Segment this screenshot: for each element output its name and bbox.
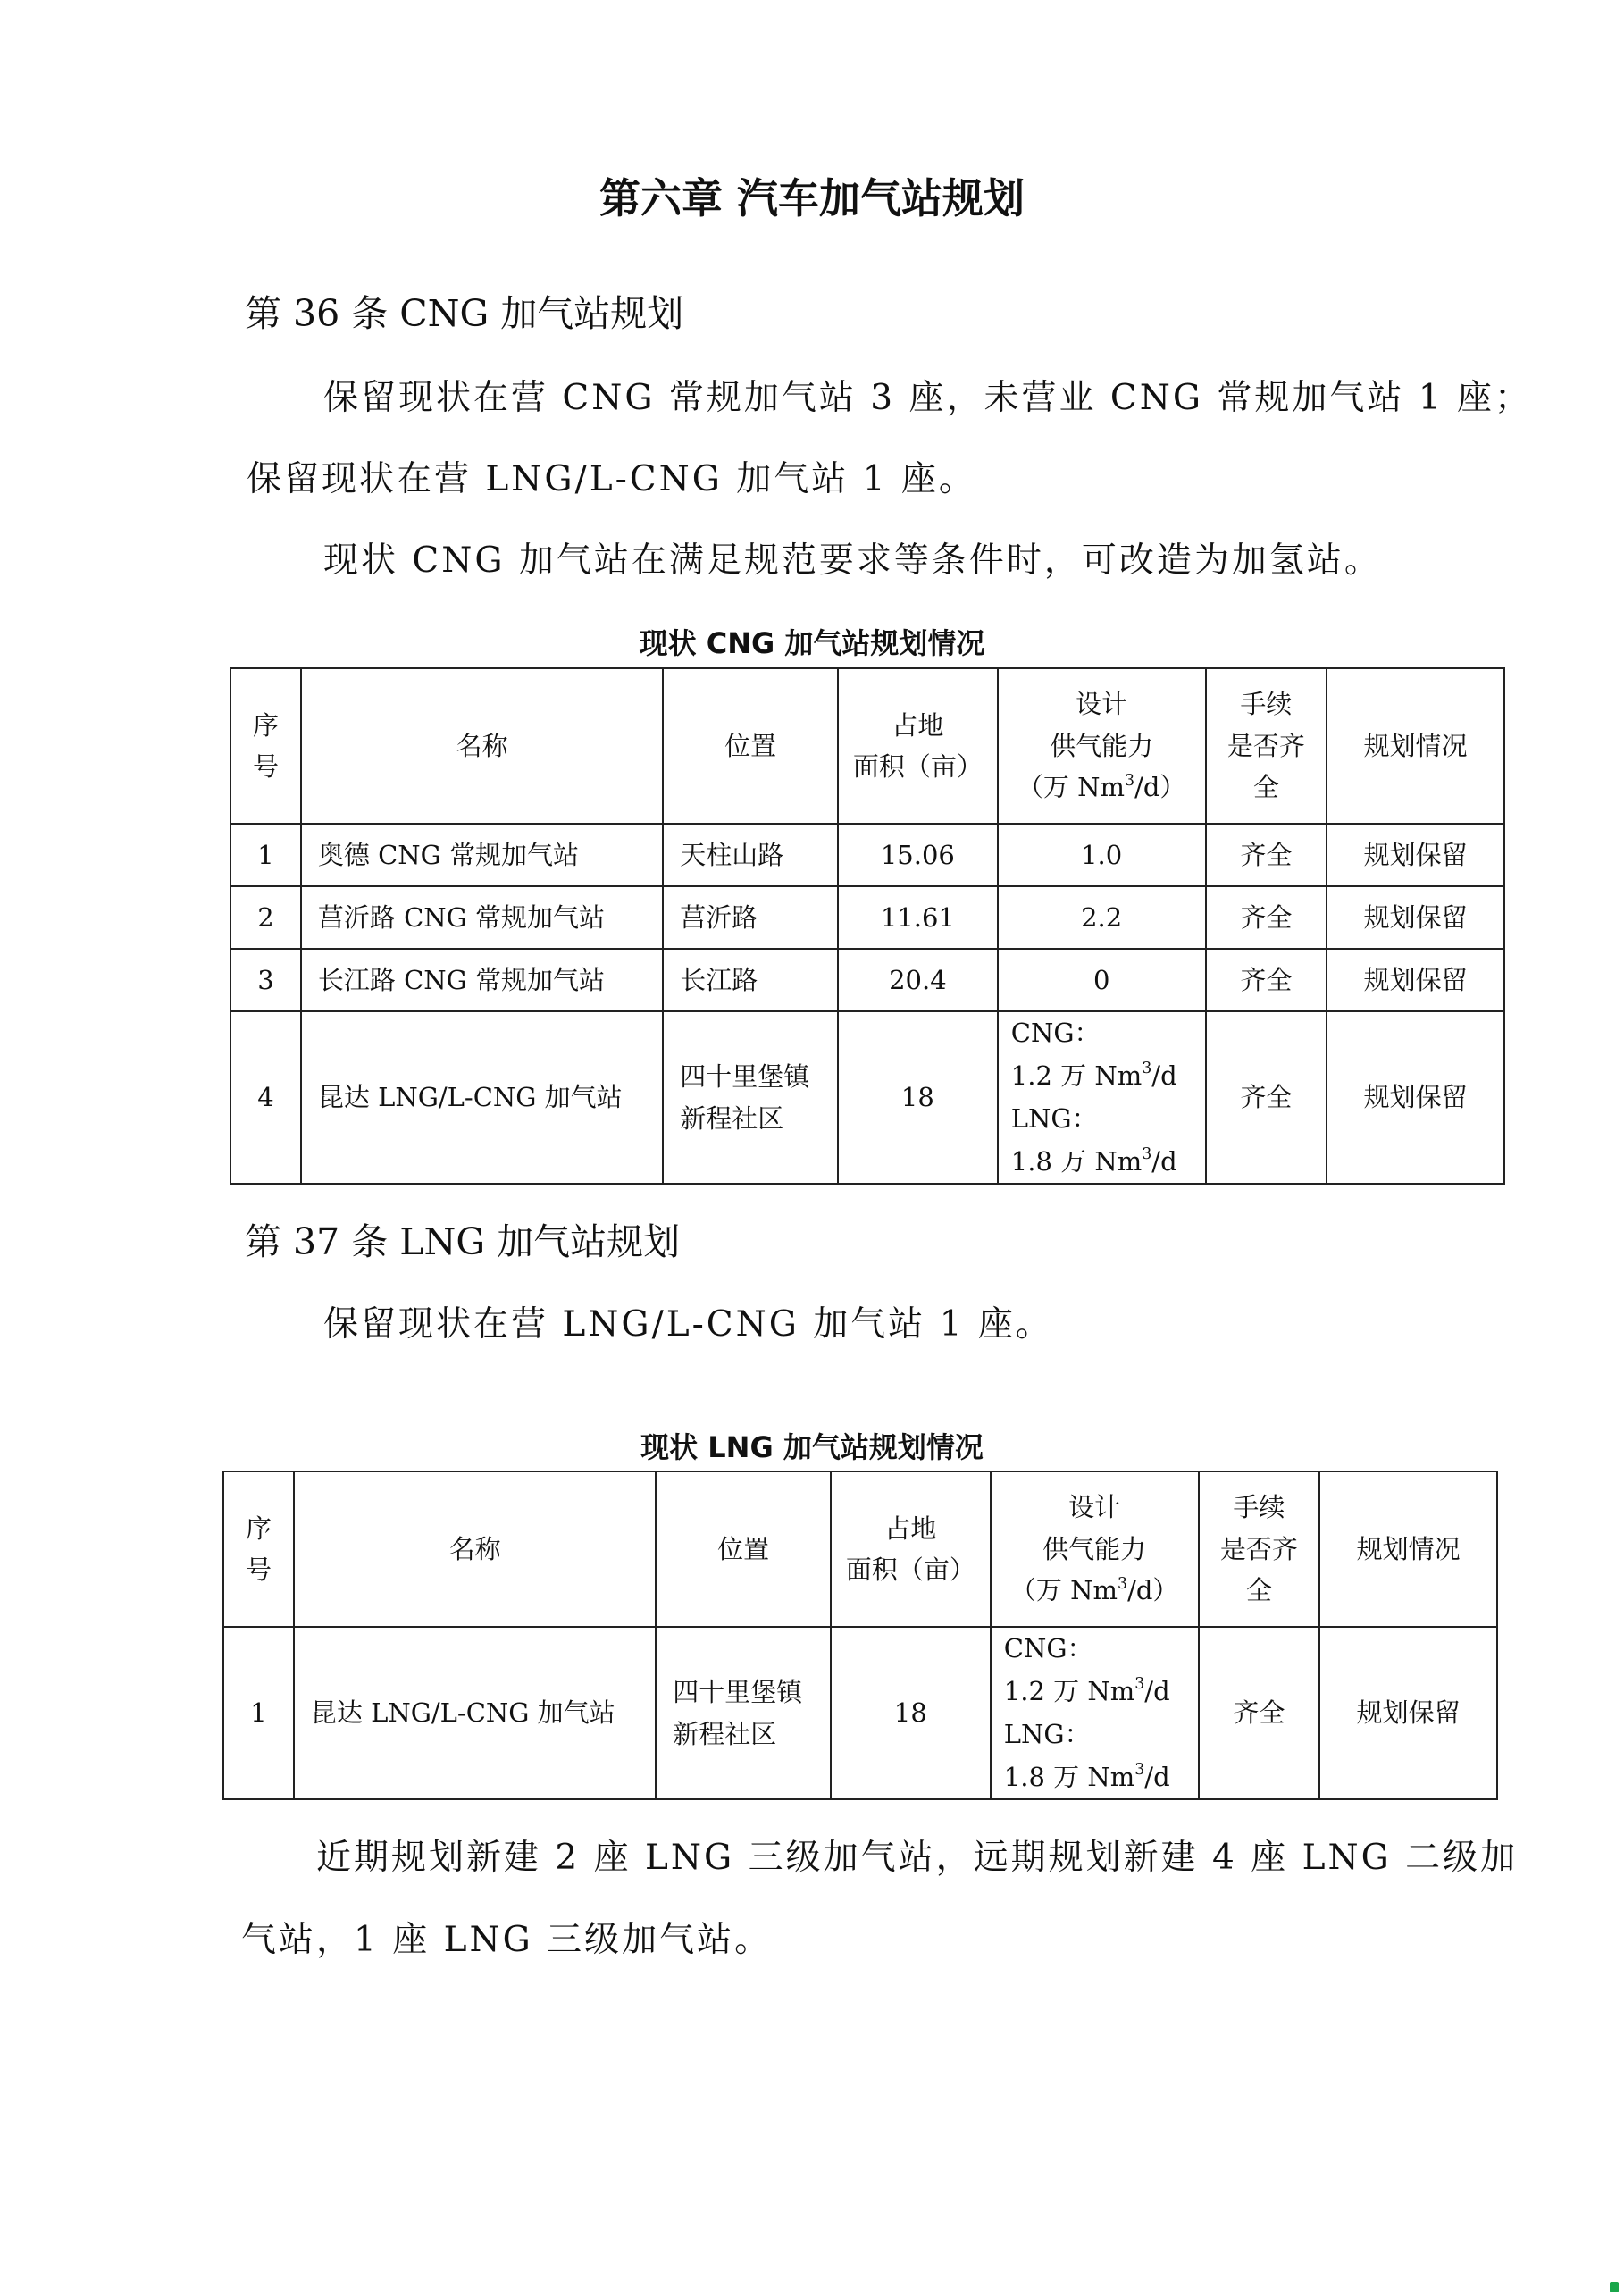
cell-procedure: 齐全: [1199, 1627, 1320, 1799]
header-capacity: 设计 供气能力 （万 Nm$^3$/d）: [991, 1471, 1199, 1627]
closing-line2: 气站，1 座 LNG 三级加气站。: [241, 1920, 773, 1960]
cell-location: 天柱山路: [663, 824, 838, 886]
header-seq: 序 号: [230, 668, 301, 824]
table1-header-row: [230, 668, 1504, 824]
cell-area: 20.4: [838, 949, 998, 1011]
header-location: 位置: [663, 668, 838, 824]
header-location: 位置: [656, 1471, 831, 1627]
cell-seq: 1: [230, 824, 301, 886]
table2-header-row: [223, 1471, 1497, 1627]
table1-caption: 现状 CNG 加气站规划情况: [639, 626, 985, 660]
cell-location: 四十里堡镇 新程社区: [663, 1011, 838, 1184]
table-row: [230, 886, 1504, 949]
cell-location: 四十里堡镇 新程社区: [656, 1627, 831, 1799]
article-37-heading: 第 37 条 LNG 加气站规划: [245, 1220, 681, 1263]
chapter-title: 第六章 汽车加气站规划: [599, 174, 1025, 222]
cell-procedure: 齐全: [1206, 949, 1327, 1011]
cell-area: 18: [838, 1011, 998, 1184]
article-37-para1: 保留现状在营 LNG/L-CNG 加气站 1 座。: [323, 1304, 1053, 1345]
table1: [230, 667, 1505, 1185]
header-procedure: 手续 是否齐 全: [1199, 1471, 1320, 1627]
article-36-para1-line2: 保留现状在营 LNG/L-CNG 加气站 1 座。: [247, 459, 976, 499]
cell-name: 奥德 CNG 常规加气站: [301, 824, 663, 886]
header-plan: 规划情况: [1327, 668, 1504, 824]
cell-capacity: 1.0: [998, 824, 1206, 886]
cell-area: 18: [831, 1627, 991, 1799]
header-area: 占地 面积（亩）: [831, 1471, 991, 1627]
cell-location: 莒沂路: [663, 886, 838, 949]
cell-procedure: 齐全: [1206, 824, 1327, 886]
table2-caption: 现状 LNG 加气站规划情况: [640, 1430, 984, 1464]
table2: [222, 1471, 1498, 1800]
cell-plan: 规划保留: [1319, 1627, 1497, 1799]
cell-seq: 3: [230, 949, 301, 1011]
table-row: [230, 1011, 1504, 1184]
header-procedure: 手续 是否齐 全: [1206, 668, 1327, 824]
article-36-para2: 现状 CNG 加气站在满足规范要求等条件时，可改造为加氢站。: [323, 540, 1382, 581]
article-36-para1-line1: 保留现状在营 CNG 常规加气站 3 座，未营业 CNG 常规加气站 1 座；: [323, 378, 1533, 418]
cell-name: 莒沂路 CNG 常规加气站: [301, 886, 663, 949]
header-capacity: 设计 供气能力 （万 Nm$^3$/d）: [998, 668, 1206, 824]
cell-procedure: 齐全: [1206, 1011, 1327, 1184]
cell-area: 15.06: [838, 824, 998, 886]
cell-seq: 4: [230, 1011, 301, 1184]
cell-name: 长江路 CNG 常规加气站: [301, 949, 663, 1011]
cell-seq: 1: [223, 1627, 294, 1799]
cell-name: 昆达 LNG/L-CNG 加气站: [301, 1011, 663, 1184]
cell-capacity: 0: [998, 949, 1206, 1011]
cell-location: 长江路: [663, 949, 838, 1011]
table-row: [223, 1627, 1497, 1799]
cell-procedure: 齐全: [1206, 886, 1327, 949]
article-36-heading: 第 36 条 CNG 加气站规划: [245, 292, 684, 335]
cell-capacity: CNG： 1.2 万 Nm$^3$/d LNG： 1.8 万 Nm$^3$/d: [991, 1627, 1199, 1799]
header-name: 名称: [294, 1471, 656, 1627]
header-name: 名称: [301, 668, 663, 824]
cell-plan: 规划保留: [1327, 824, 1504, 886]
table-row: [230, 824, 1504, 886]
cell-plan: 规划保留: [1327, 1011, 1504, 1184]
table-row: [230, 949, 1504, 1011]
header-area: 占地 面积（亩）: [838, 668, 998, 824]
cell-seq: 2: [230, 886, 301, 949]
header-seq: 序 号: [223, 1471, 294, 1627]
cell-capacity: 2.2: [998, 886, 1206, 949]
cell-plan: 规划保留: [1327, 886, 1504, 949]
cell-name: 昆达 LNG/L-CNG 加气站: [294, 1627, 656, 1799]
closing-line1: 近期规划新建 2 座 LNG 三级加气站，远期规划新建 4 座 LNG 二级加: [316, 1838, 1519, 1878]
cell-capacity: CNG： 1.2 万 Nm$^3$/d LNG： 1.8 万 Nm$^3$/d: [998, 1011, 1206, 1184]
cell-area: 11.61: [838, 886, 998, 949]
corner-marker-icon: [1610, 2282, 1619, 2292]
header-plan: 规划情况: [1319, 1471, 1497, 1627]
cell-plan: 规划保留: [1327, 949, 1504, 1011]
